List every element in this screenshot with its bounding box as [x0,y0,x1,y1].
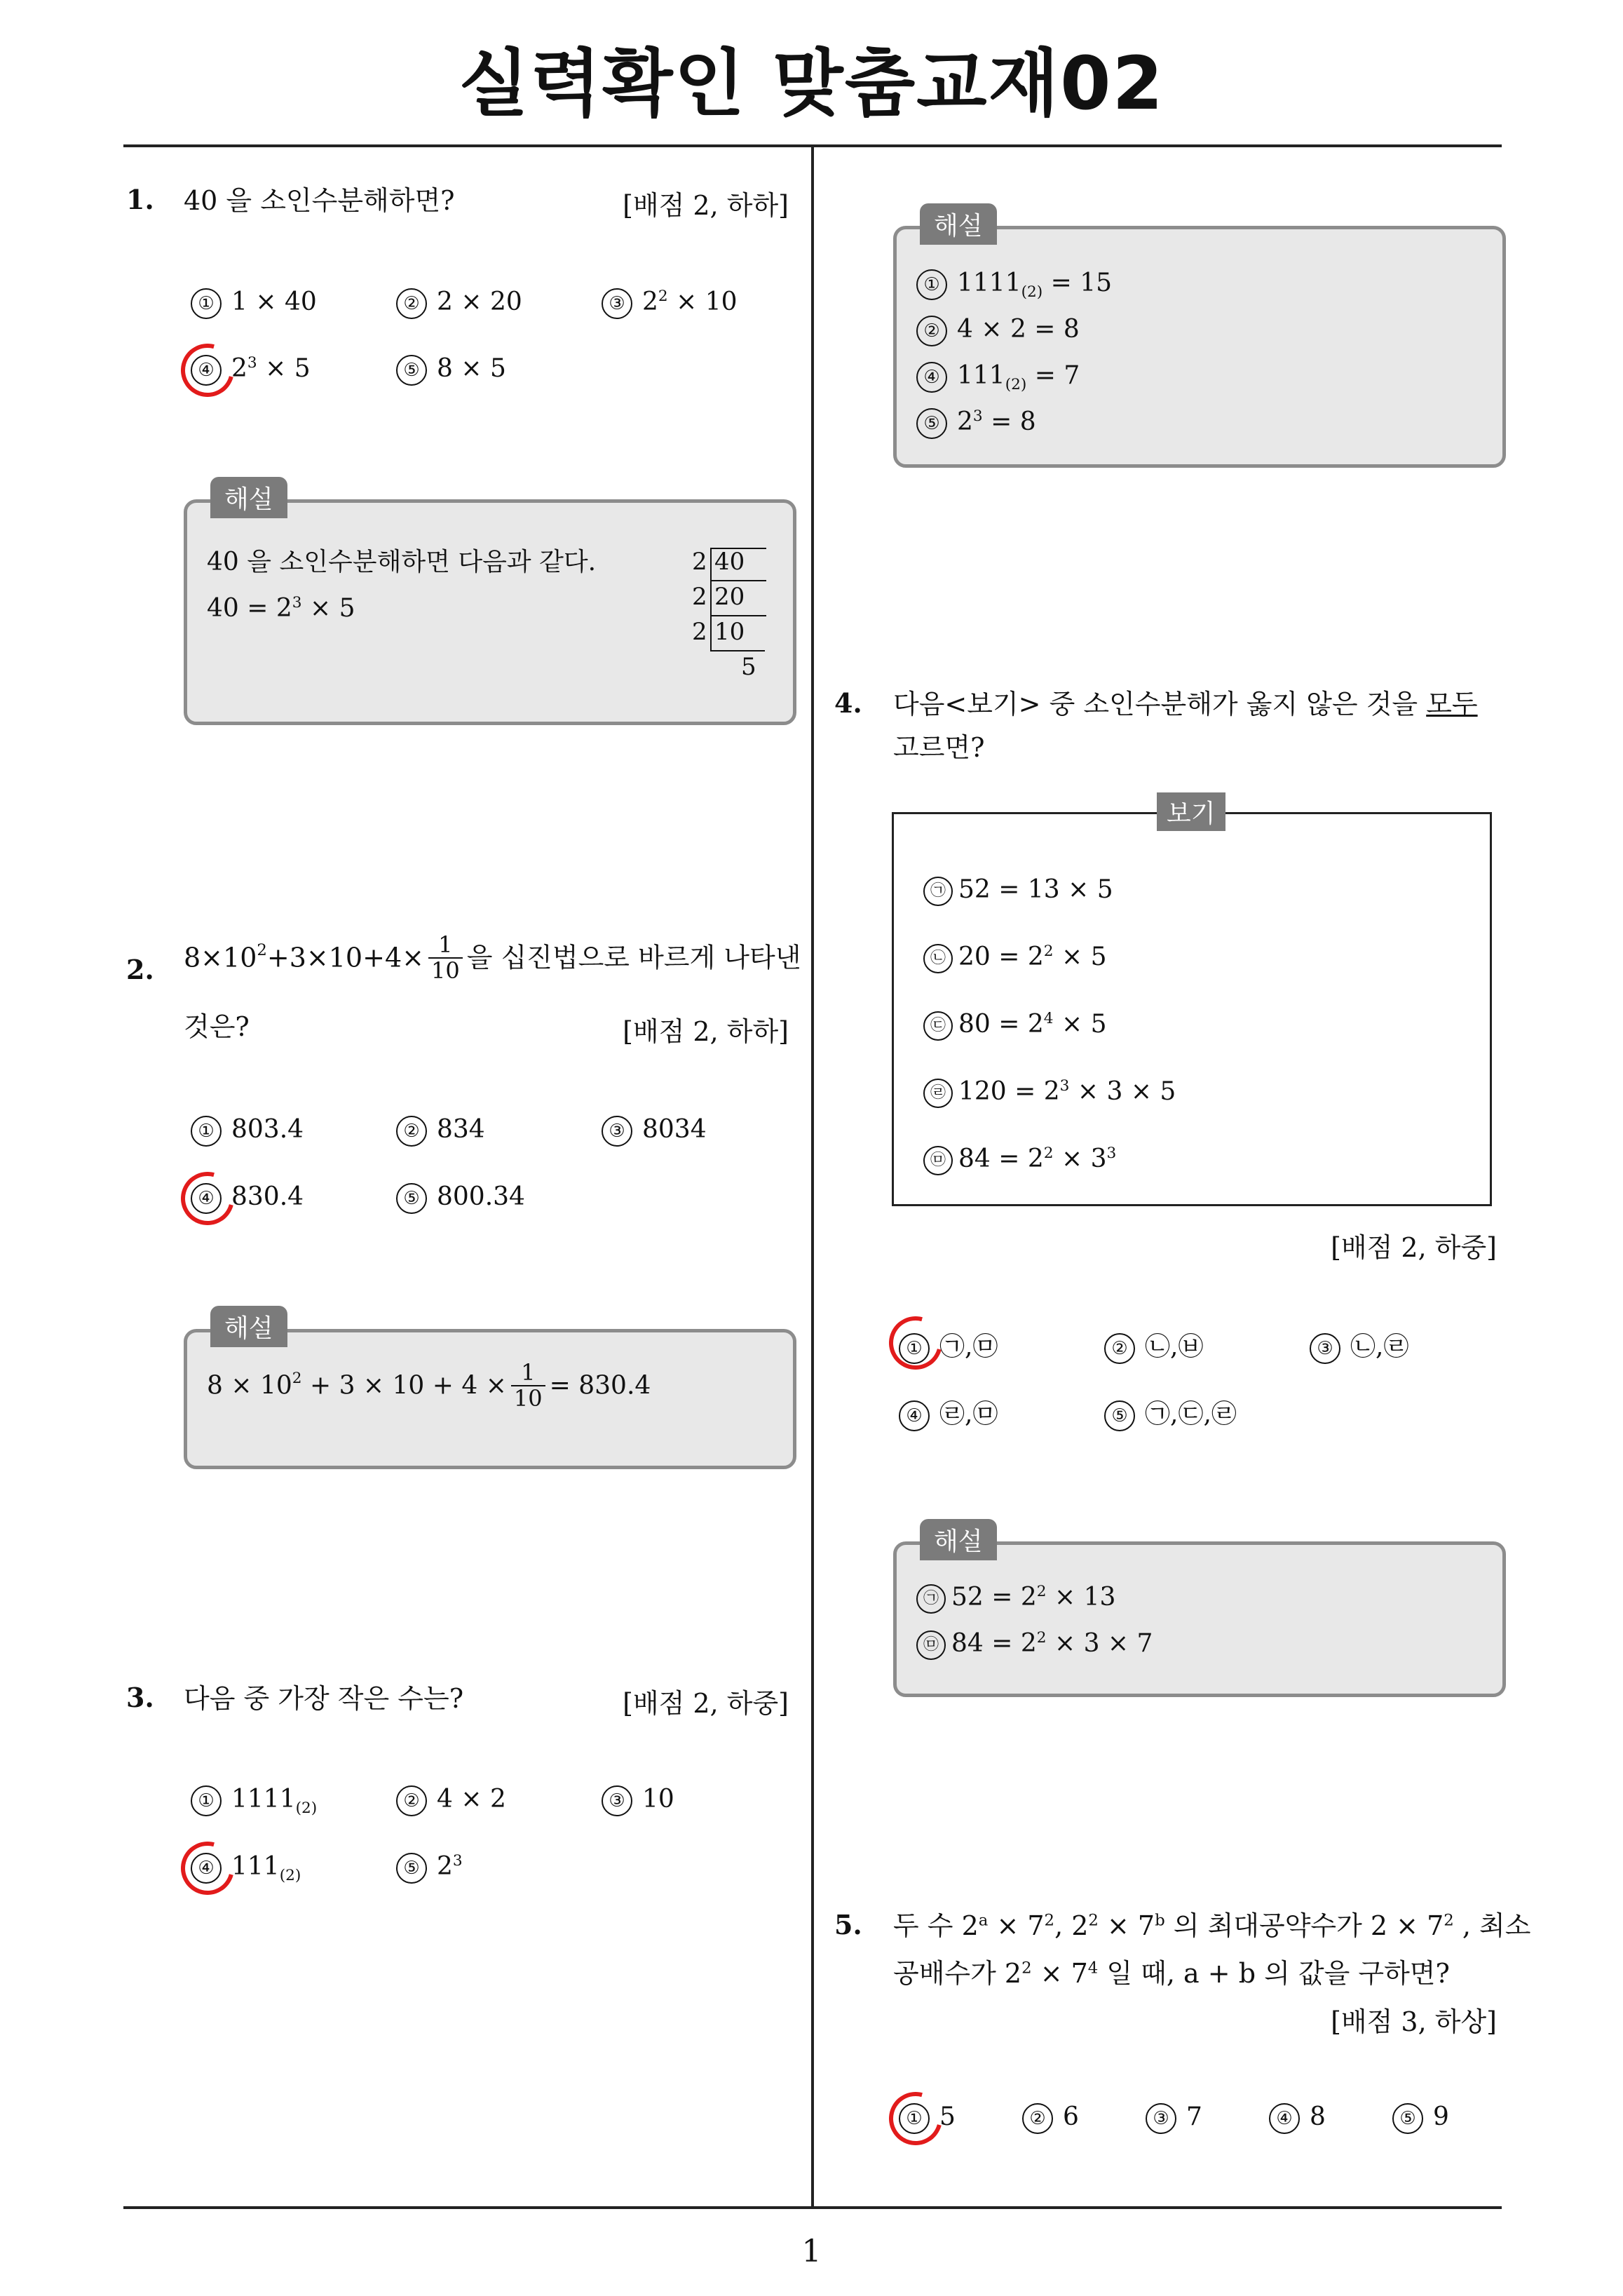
page-number: 1 [801,2234,822,2269]
q1-score: [배점 2, 하하] [623,190,789,221]
q5-text: 두 수 $2^a \times 7^2$, $2^2 \times 7^b$ 의 최대공약수가 $2 \times 7^2$ , 최소 [893,1910,1531,1941]
q4-option-3[interactable]: ③ ㉡,㉣ [1310,1327,1408,1364]
q4-score: [배점 2, 하중] [1331,1232,1497,1263]
option-mark: ⑤ [396,1183,427,1214]
explanation-line: ④ $111_{(2)} = 7$ [916,353,1080,399]
option-mark: ① [191,1785,222,1816]
q1-option-2[interactable]: ② 2 × 20 [396,288,522,319]
division-dividend: 20 [714,583,745,611]
q2-option-5[interactable]: ⑤ 800.34 [396,1182,525,1214]
q2-explanation-box [184,1329,796,1469]
explanation-tag: 해설 [920,1519,997,1560]
q4-option-4[interactable]: ④ ㉣,㉤ [899,1394,998,1431]
q4-bogi-box [892,812,1492,1206]
option-mark: ④ [191,355,222,386]
q5-option-5[interactable]: ⑤ 9 [1392,2102,1449,2134]
explanation-tag: 해설 [920,203,997,245]
selected-answer-mark [879,1306,952,1379]
option-mark: ③ [602,288,632,319]
q3-option-3[interactable]: ③ 10 [602,1785,674,1816]
q3-number: 3. [126,1682,154,1713]
option-mark: ② [1022,2103,1053,2134]
q5-score: [배점 3, 하상] [1331,2006,1497,2037]
option-mark: ③ [1146,2103,1176,2134]
q2-text: $8\times 10^2+3\times 10+4\times$ $\frac{1}{10}$ 을 십진법으로 바르게 나타낸 [184,931,801,985]
q5-text-line2: 공배수가 $2^2 \times 7^4$ 일 때, a + b 의 값을 구하면? [893,1958,1450,1989]
selected-answer-mark [879,2082,952,2155]
q1-option-4[interactable]: ④ $2^3 \times 5$ [191,354,311,386]
explanation-line: ① $1111_{(2)} = 15$ [916,260,1112,306]
q1-option-3[interactable]: ③ $2^2 \times 10$ [602,288,738,319]
bogi-item: ㉠ 52 = 13 × 5 [923,867,1113,913]
option-mark: ③ [602,1785,632,1816]
explanation-line: $40 = 2^3 \times 5$ [207,594,355,623]
explanation-line: ② 4 × 2 = 8 [916,306,1080,353]
q5-option-3[interactable]: ③ 7 [1146,2102,1202,2134]
option-mark: ④ [1269,2103,1300,2134]
option-mark: ③ [1310,1333,1340,1364]
q2-number: 2. [126,954,154,985]
option-mark: ④ [899,1400,930,1431]
bogi-item: ㉤ $84 = 2^2 \times 3^3$ [923,1136,1116,1182]
q4-explanation-box [893,1541,1506,1697]
explanation-line: $8 \times 10^2 + 3 \times 10 + 4$ × $\frac{1}{10}$ = 830.4 [207,1359,651,1412]
q1-option-1[interactable]: ① 1 × 40 [191,288,317,319]
q4-text-line2: 고르면? [893,732,985,763]
option-mark: ④ [191,1853,222,1884]
division-divisor: 2 [692,583,707,611]
selected-answer-mark [171,1162,244,1235]
q3-text: 다음 중 가장 작은 수는? [184,1683,464,1714]
explanation-line: ㉠ $52 = 2^2 \times 13$ [916,1574,1115,1621]
division-dividend: 10 [714,618,745,646]
q2-score: [배점 2, 하하] [623,1016,789,1047]
option-mark: ① [191,288,222,319]
option-mark: ② [396,288,427,319]
explanation-line: ㉤ $84 = 2^2 \times 3 \times 7$ [916,1621,1153,1667]
bogi-item: ㉣ $120 = 2^3 \times 3 \times 5$ [923,1069,1176,1115]
option-mark: ① [899,1333,930,1364]
q2-option-2[interactable]: ② 834 [396,1115,485,1147]
column-divider [811,146,814,2208]
selected-answer-mark [171,1832,244,1905]
option-mark: ② [396,1116,427,1147]
bottom-rule [123,2206,1502,2209]
option-mark: ① [899,2103,930,2134]
q4-number: 4. [834,687,862,719]
division-remainder: 5 [741,653,756,681]
q4-text: 다음<보기> 중 소인수분해가 옳지 않은 것을 모두 [893,689,1478,720]
explanation-line: 40 을 소인수분해하면 다음과 같다. [207,548,597,576]
q3-option-5[interactable]: ⑤ $2^3$ [396,1852,463,1884]
selected-answer-mark [171,334,244,407]
explanation-tag: 해설 [210,1306,287,1347]
q2-option-1[interactable]: ① 803.4 [191,1115,304,1147]
option-mark: ② [396,1785,427,1816]
q5-number: 5. [834,1909,862,1940]
option-mark: ① [191,1116,222,1147]
q5-option-4[interactable]: ④ 8 [1269,2102,1326,2134]
q2-text-line2: 것은? [184,1011,250,1042]
q2-option-4[interactable]: ④ 830.4 [191,1182,304,1214]
option-mark: ⑤ [396,1853,427,1884]
q1-text: 40 을 소인수분해하면? [184,185,455,216]
q1-option-5[interactable]: ⑤ 8 × 5 [396,354,506,386]
division-dividend: 40 [714,548,745,576]
page-title: 실력확인 맞춤교재02 [459,41,1164,126]
q3-option-1[interactable]: ① $1111_{(2)}$ [191,1785,317,1816]
q4-option-2[interactable]: ② ㉡,㉥ [1104,1327,1203,1364]
option-mark: ⑤ [396,355,427,386]
explanation-tag: 해설 [210,477,287,518]
option-mark: ④ [191,1183,222,1214]
q5-option-1[interactable]: ① 5 [899,2102,956,2134]
bogi-item: ㉢ $80 = 2^4 \times 5$ [923,1001,1106,1048]
option-mark: ⑤ [1104,1400,1135,1431]
q4-option-5[interactable]: ⑤ ㉠,㉢,㉣ [1104,1394,1237,1431]
explanation-line: ⑤ $2^3 = 8$ [916,399,1036,445]
q3-explanation-box [893,226,1506,468]
bogi-item: ㉡ $20 = 2^2 \times 5$ [923,934,1106,980]
q1-number: 1. [126,184,154,215]
q1-explanation-box [184,499,796,725]
q4-option-1[interactable]: ① ㉠,㉤ [899,1327,998,1364]
option-mark: ② [1104,1333,1135,1364]
q3-option-2[interactable]: ② 4 × 2 [396,1785,506,1816]
option-mark: ③ [602,1116,632,1147]
q3-option-4[interactable]: ④ $111_{(2)}$ [191,1852,301,1884]
bogi-tag: 보기 [1157,792,1225,831]
division-divisor: 2 [692,548,707,576]
q3-score: [배점 2, 하중] [623,1688,789,1719]
division-divisor: 2 [692,618,707,646]
division-bracket [710,650,765,651]
q5-option-2[interactable]: ② 6 [1022,2102,1079,2134]
option-mark: ⑤ [1392,2103,1423,2134]
q2-option-3[interactable]: ③ 8034 [602,1115,707,1147]
